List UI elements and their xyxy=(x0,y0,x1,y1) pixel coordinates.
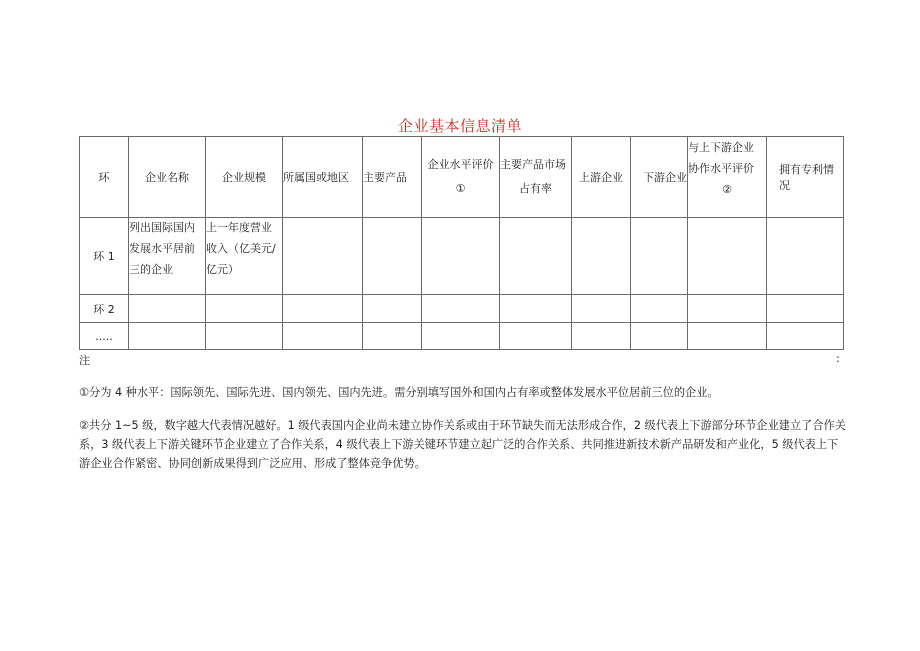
table-cell[interactable] xyxy=(363,218,422,295)
table-cell[interactable] xyxy=(206,295,283,323)
table-cell[interactable] xyxy=(206,323,283,350)
note-paragraph-1: ①分为 4 种水平：国际领先、国际先进、国内领先、国内先进。需分别填写国外和国内占有率或整体发展水平位居前三位的企业。 xyxy=(79,386,719,399)
table-cell[interactable] xyxy=(283,323,363,350)
table-row xyxy=(80,323,844,350)
header-country-region: 所属国或地区 xyxy=(283,137,363,218)
table-cell[interactable] xyxy=(283,295,363,323)
row-label: ..... xyxy=(80,323,129,350)
enterprise-info-table xyxy=(79,136,844,350)
company-name-note: 列出国际国内 发展水平居前 三的企业 xyxy=(129,218,206,295)
table-cell[interactable] xyxy=(422,323,500,350)
header-company-name: 企业名称 xyxy=(129,137,206,218)
table-cell[interactable] xyxy=(572,323,631,350)
header-cooperation-level: 与上下游企业 协作水平评价 ② xyxy=(688,137,767,218)
header-chain: 环 xyxy=(80,137,129,218)
row-label: 环 2 xyxy=(80,295,129,323)
table-cell[interactable] xyxy=(767,323,844,350)
page-title: 企业基本信息清单 xyxy=(397,117,522,135)
row-label: 环 1 xyxy=(80,218,129,295)
table-cell[interactable] xyxy=(688,218,767,295)
table-cell[interactable] xyxy=(767,218,844,295)
header-downstream: 下游企业 xyxy=(631,137,688,218)
table-cell[interactable] xyxy=(129,295,206,323)
table-cell[interactable] xyxy=(631,323,688,350)
table-cell[interactable] xyxy=(129,323,206,350)
company-scale-note: 上一年度营业 收入（亿美元/ 亿元） xyxy=(206,218,283,295)
table-cell[interactable] xyxy=(572,218,631,295)
table-cell[interactable] xyxy=(283,218,363,295)
table-cell[interactable] xyxy=(363,295,422,323)
table-cell[interactable] xyxy=(500,218,572,295)
header-upstream: 上游企业 xyxy=(572,137,631,218)
notes-colon: : xyxy=(836,352,840,365)
table-cell[interactable] xyxy=(767,295,844,323)
header-row xyxy=(80,137,844,218)
table-cell[interactable] xyxy=(688,295,767,323)
table-cell[interactable] xyxy=(500,295,572,323)
table-cell[interactable] xyxy=(688,323,767,350)
table-cell[interactable] xyxy=(422,295,500,323)
note-paragraph-2: ②共分 1~5 级，数字越大代表情况越好。1 级代表国内企业尚未建立协作关系或由于环节缺失而无法形成合作，2 级代表上下游部分环节企业建立了合作关系，3 级代表上下游关键环节企业建立了合作关系，4 级代表上下游关键环节建立起广泛的合作关系、共同推进新技术新产品研发和产业化，5 级代表上下游企业合作紧密、协同创新成果得到广泛应用、形成了整体竞争优势。 xyxy=(79,419,846,470)
header-company-scale: 企业规模 xyxy=(206,137,283,218)
header-patents: 拥有专利情况 xyxy=(767,137,844,218)
table-cell[interactable] xyxy=(363,323,422,350)
table-cell[interactable] xyxy=(631,295,688,323)
notes-label: 注 xyxy=(79,354,90,367)
table-cell[interactable] xyxy=(500,323,572,350)
table-row xyxy=(80,295,844,323)
header-main-products: 主要产品 xyxy=(363,137,422,218)
table-row xyxy=(80,218,844,295)
header-market-share: 主要产品市场 占有率 xyxy=(500,137,572,218)
header-level-evaluation: 企业水平评价 ① xyxy=(422,137,500,218)
table-cell[interactable] xyxy=(572,295,631,323)
table-cell[interactable] xyxy=(631,218,688,295)
table-cell[interactable] xyxy=(422,218,500,295)
